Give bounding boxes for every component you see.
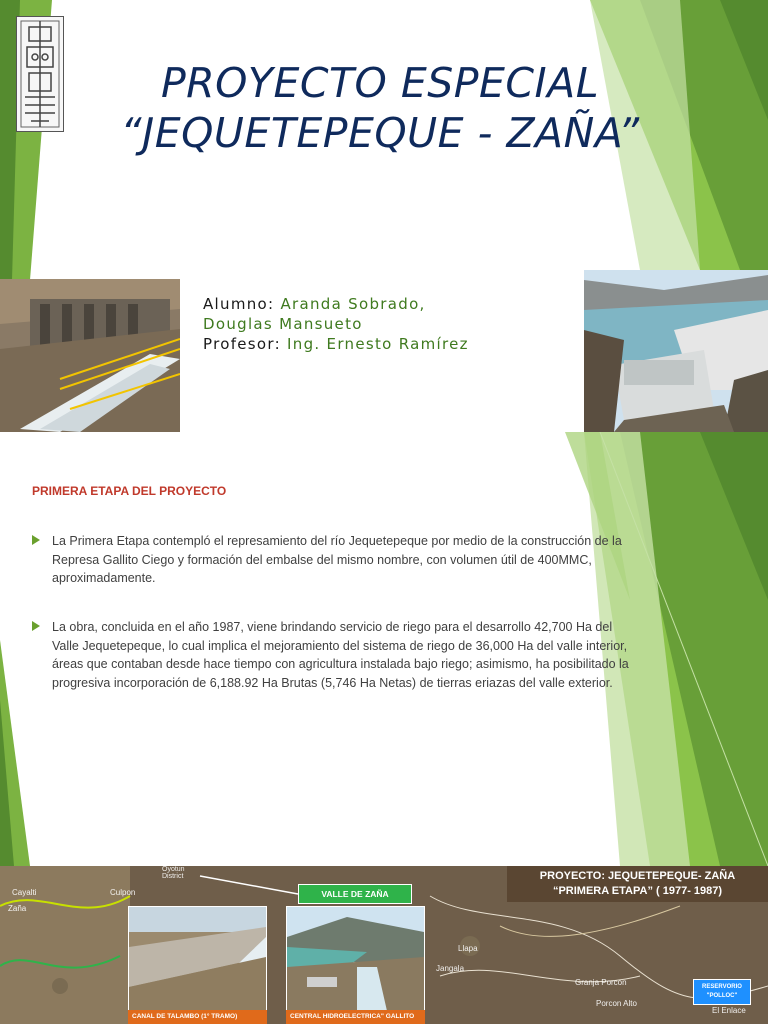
hydro-plant-photo [286,906,425,1012]
valle-zana-label: VALLE DE ZAÑA [298,884,412,904]
student-label: Alumno: [203,295,275,313]
paragraph-1: La Primera Etapa contempló el represamiento del río Jequetepeque por medio de la construcción de la Represa Gallito Ciego y formación del embalse del mismo nombre, con volumen útil de 400MMC, aproximadamente. [52,534,622,585]
paragraph-2: La obra, concluida en el año 1987, viene brindando servicio de riego para el desarrollo 42,700 Ha del Valle Jequetepeque, lo cual implica el mejoramiento del sistema de riego de 36,000 Ha del valle interior, áreas que contaban desde hace tiempo con agricultura instalada bajo riego; asimismo, ha posibilitado la progresiva incorporación de 6,188.92 Ha Brutas (5,746 Ha Netas) de tierras eriazas del valle exterior. [52,620,629,690]
map-title-line1: PROYECTO: JEQUETEPEQUE- ZAÑA [539,870,736,882]
map-place-label: Oyotun District [162,866,185,880]
teacher-line [203,334,583,354]
student-name-2: Douglas Mansueto [203,315,363,333]
bullet-arrow-icon [32,535,40,545]
teacher-label: Profesor: [203,335,281,353]
reservoir-line1: RESERVORIO [702,984,742,990]
map-place-label: Llapa [458,944,478,953]
map-title-line2: “PRIMERA ETAPA” ( 1977- 1987) [552,885,723,897]
slide-title: PROYECTO ESPECIAL “JEQUETEPEQUE - ZAÑA” [120,59,640,157]
reservoir-polloc-label [693,979,751,1005]
chavin-logo [16,16,64,132]
caption-hydro: CENTRAL HIDROELECTRICA" GALLITO [286,1010,425,1024]
credits-block [203,294,583,354]
caption-canal: CANAL DE TALAMBO (1° TRAMO) [128,1010,267,1024]
section-heading: PRIMERA ETAPA DEL PROYECTO [32,484,227,498]
gallito-ciego-dam-photo [584,270,768,432]
map-place-label: Zaña [8,904,27,913]
teacher-name: Ing. Ernesto Ramírez [287,335,469,353]
map-place-label: Cayalti [12,888,37,897]
map-place-label: Culpon [110,888,136,897]
map-place-label: Porcon Alto [596,999,637,1008]
bullet-arrow-icon [32,621,40,631]
map-title-box [507,866,768,902]
student-name: Aranda Sobrado, [280,295,426,313]
project-map [0,866,768,1024]
student-line [203,294,583,314]
map-place-label: El Enlace [712,1006,746,1015]
student-line-2 [203,314,583,334]
dam-spillway-photo [0,279,180,432]
canal-talambo-photo [128,906,267,1012]
map-place-label: Jangala [436,964,465,973]
reservoir-line2: "POLLOC" [706,993,738,999]
map-place-label: Granja Porcon [575,978,627,987]
